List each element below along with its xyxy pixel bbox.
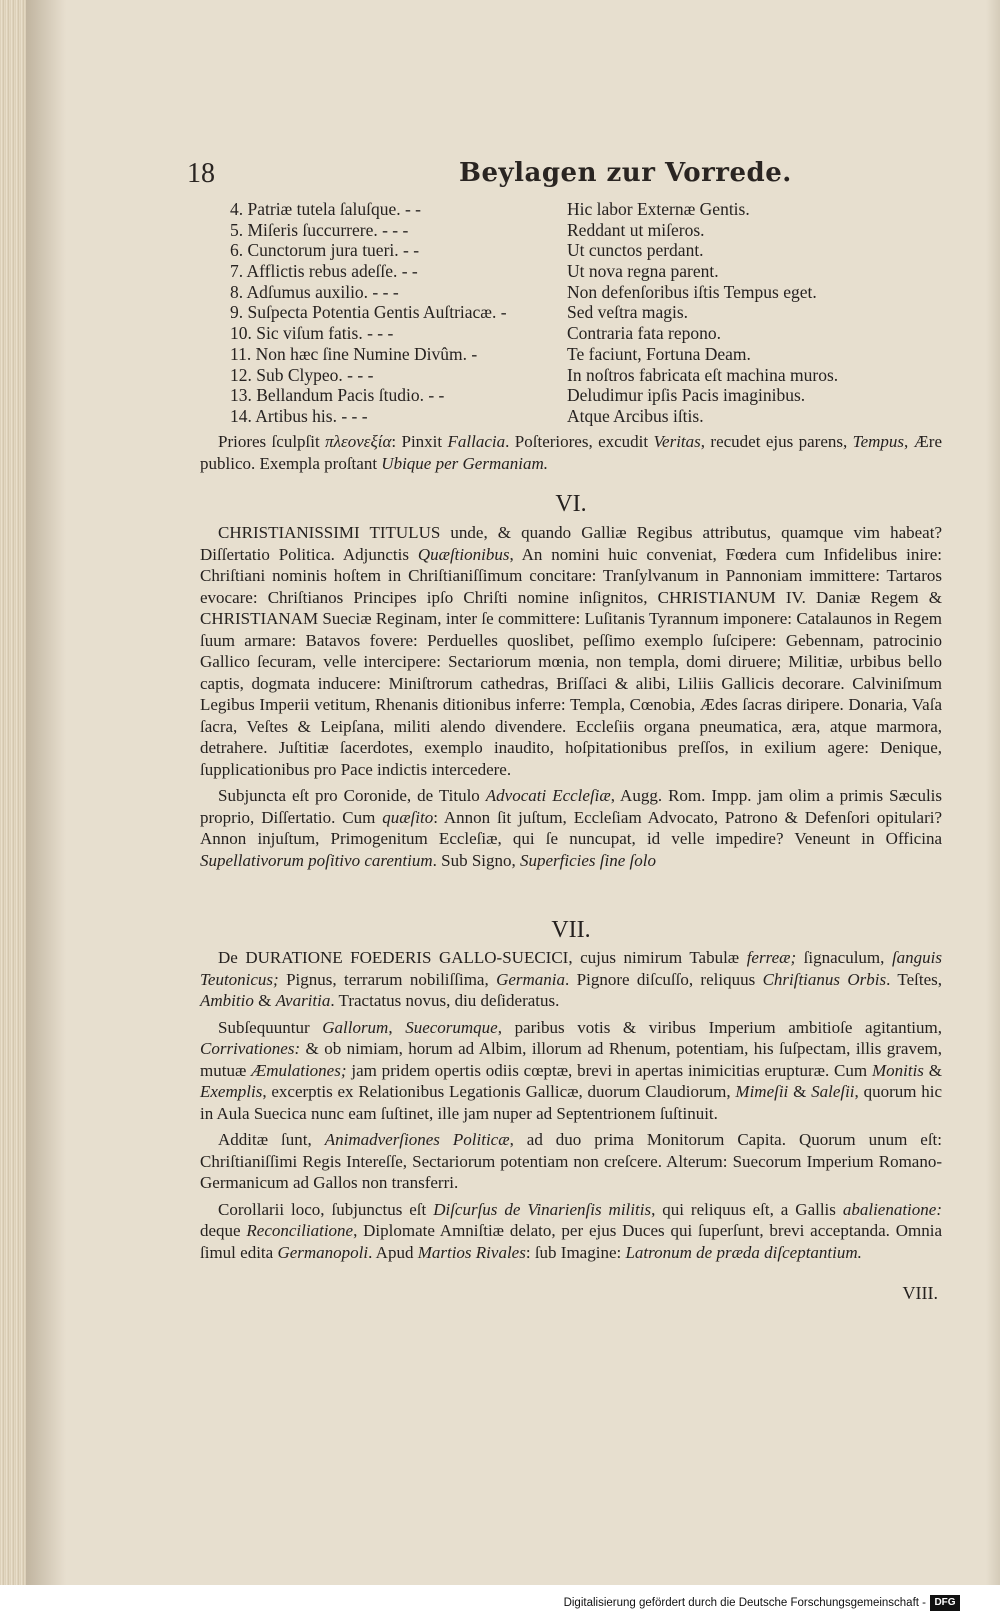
text-run: , Augg. Rom. Impp. jam olim a primis Sæculis proprio, Diſſertatio. Cum [200, 786, 943, 827]
motto-left: 7. Afflictis rebus adeſſe. - - [230, 261, 418, 282]
text-run-italic: Ambitio [200, 991, 254, 1010]
binding-shadow [26, 0, 66, 1585]
text-run: , qui reliquus eſt, a Gallis [651, 1199, 843, 1219]
running-title: Beylagen zur Vorrede. [459, 158, 792, 188]
motto-row [230, 344, 930, 365]
text-run-italic: ſanguis Teutonicus; [200, 948, 943, 989]
motto-right: Deludimur ipſis Pacis imaginibus. [567, 385, 806, 406]
text-run-italic: Avaritia [275, 991, 331, 1010]
text-run: : ſub Imagine: [525, 1242, 626, 1262]
catchword: VIII. [902, 1283, 938, 1303]
text-run-italic: Tempus [852, 432, 905, 451]
text-run: , An nomini huic conveniat, Fœdera cum Infidelibus inire: Chriſtiani nominis hoſtem in Chriſtianiſſimum concitare: Tranſylvanum in Pannoniam immittere: Tartaros evocare: Chriſtianos Principes ipſo Chriſti nomine inſignitos, CHRISTIANUM IV. Daniæ Regem & CHRISTIANAM Sueciæ Reginam, inter ſe committere: Luſitanis Tyrannum imponere: Catalaunos in Regem ſuum armare: Batavos fovere: Perduelles quoslibet, peſſimo exemplo ſuſcipere: Gebennam, patrocinio Gallico ſecuram, velle intercipere: Sectariorum mœnia, non templa, domi diruere; Militiæ, urbibus bello captis, dogmata inducere: Miniſtrorum cathedras, Briſſaci & alibi, Liliis Gallicis decorare. Calviniſmum Legibus Imperii vetitum, Rhenanis ditionibus inferre: Templa, Cœnobia, Ædes ſacras diripere. Donaria, Vaſa ſacra, Veſtes & Leipſana, militi alendo divendere. Eccleſiis organa pneumatica, æra, atque marmora, detrahere. Juſtitiæ ſacerdotes, exemplo inaudito, hoſpitationibus preſſos, in exilium agere: Denique, ſupplicationibus pro Pace indictis intercedere. [200, 544, 943, 779]
text-run: Subjuncta eſt pro Coronide, de Titulo [218, 786, 486, 805]
motto-row [230, 365, 930, 386]
section-6-paragraph-2 [200, 785, 942, 871]
motto-row [230, 282, 930, 303]
text-run-italic: Fallacia [447, 432, 506, 451]
text-run-italic: Martios Rivales [417, 1242, 526, 1262]
text-run-italic: Ubique per Germaniam. [381, 453, 548, 473]
text-run: . Sub Signo, [432, 850, 521, 870]
motto-left: 13. Bellandum Pacis ſtudio. - - [230, 385, 445, 406]
text-run: Pignus, terrarum nobiliſſima, [278, 969, 497, 989]
section-6-paragraph-1 [200, 522, 942, 780]
priores-paragraph-block [200, 431, 942, 474]
text-run: . Apud [368, 1242, 418, 1262]
motto-right: Ut nova regna parent. [567, 261, 719, 282]
text-run: Subſequuntur [218, 1017, 323, 1037]
text-run-italic: Reconciliatione [246, 1221, 354, 1240]
text-run: , recudet ejus parens, [700, 432, 853, 451]
text-run: Priores ſculpſit [218, 432, 326, 451]
text-run: De DURATIONE FOEDERIS GALLO-SUECICI, cujus nimirum Tabulæ [218, 948, 747, 967]
text-run-italic: Germanopoli [277, 1242, 369, 1262]
text-run: , Diplomate Amniſtiæ delato, per ejus Duces qui ſuperſunt, brevi acceptanda. Omnia ſimul edita [200, 1221, 942, 1262]
text-run: : Annon ſit juſtum, Eccleſiam Advocato, Patrono & Defenſori opitulari? Annon injuſtum, Primogenitum Eccleſiæ, qui ſe nuncupat, id velle impedire? Veneunt in Officina [200, 807, 942, 848]
text-run-italic: Corrivationes: [200, 1039, 301, 1058]
text-run-italic: Chriſtianus Orbis [762, 969, 887, 989]
text-run: deque [200, 1221, 247, 1240]
text-run: , paribus votis & viribus Imperium ambitioſe agitantium, [497, 1017, 942, 1037]
motto-list [230, 199, 930, 427]
text-run-italic: Suecorumque [405, 1017, 498, 1037]
section-7-paragraph-3 [200, 1129, 942, 1194]
motto-left: 8. Adſumus auxilio. - - - [230, 281, 399, 302]
text-run: , excerptis ex Relationibus Legationis Gallicæ, duorum Claudiorum, [262, 1082, 736, 1101]
text-run-italic: Quæſtionibus [417, 544, 510, 564]
motto-right: Reddant ut miſeros. [567, 219, 705, 240]
section-7-paragraph-4 [200, 1199, 942, 1264]
motto-right: Non defenſoribus iſtis Tempus eget. [567, 281, 817, 302]
text-run-italic: Saleſii [811, 1082, 855, 1101]
motto-right: Hic labor Externæ Gentis. [567, 199, 750, 219]
motto-row [230, 385, 930, 406]
text-run-italic: πλεονεξία [325, 432, 392, 451]
text-run: , ad duo prima Monitorum Capita. Quorum unum eſt: Chriſtianiſſimi Regis Intereſſe, Sectariorum potentiam non creſcere. Alterum: Suecorum Imperium Romano-Germanicum ad Gallos non transferri. [200, 1130, 943, 1192]
motto-left: 14. Artibus his. - - - [230, 405, 368, 426]
section-numeral-6: VI. [555, 491, 587, 517]
text-run: jam pridem opertis odiis cœptæ, brevi in apertas inimicitias erupturæ. Cum [346, 1060, 872, 1080]
text-run-italic: Supellativorum poſitivo carentium [200, 850, 433, 870]
text-run-italic: Advocati Eccleſiæ [485, 786, 611, 805]
motto-row [230, 302, 930, 323]
motto-left: 9. Suſpecta Potentia Gentis Auſtriacæ. - [230, 302, 507, 323]
text-run: , Ære publico. Exempla proſtant [200, 432, 942, 473]
text-run-italic: Monitis [871, 1060, 924, 1080]
dfg-logo-icon: DFG [930, 1595, 960, 1611]
motto-right: Te faciunt, Fortuna Deam. [567, 343, 751, 364]
motto-left: 10. Sic viſum fatis. - - - [230, 323, 394, 344]
text-run-italic: Exemplis [200, 1082, 263, 1101]
motto-row [230, 261, 930, 282]
motto-left: 5. Miſeris ſuccurrere. - - - [230, 219, 409, 240]
motto-right: Ut cunctos perdant. [567, 240, 704, 261]
text-run: , [388, 1017, 406, 1037]
text-run: ſignaculum, [796, 948, 892, 967]
text-run-italic: Diſcurſus de Vinarienſis militis [433, 1199, 652, 1219]
text-run: CHRISTIANISSIMI TITULUS unde, & quando Galliæ Regibus attributus, quamque vim habeat? Diſſertatio Politica. Adjunctis [200, 523, 942, 564]
text-run: : Pinxit [391, 432, 448, 451]
digitization-footer [0, 1585, 1000, 1623]
text-run-italic: Mimeſii [735, 1082, 789, 1101]
section-6-text [200, 522, 942, 871]
section-7-text [200, 947, 942, 1263]
motto-right: Contraria fata repono. [567, 323, 722, 344]
text-run-italic: Æmulationes; [251, 1060, 347, 1080]
motto-row [230, 199, 930, 220]
section-7-paragraph-1 [200, 947, 942, 1012]
motto-row [230, 220, 930, 241]
motto-left: 4. Patriæ tutela ſaluſque. - - [230, 199, 421, 219]
text-run-italic: Germania [496, 969, 566, 989]
text-run-italic: abalienatione: [842, 1199, 942, 1219]
text-run-italic: Superficies ſine ſolo [520, 850, 656, 870]
text-run: Additæ ſunt, [218, 1130, 325, 1149]
page-number: 18 [187, 158, 215, 189]
text-run-italic: Gallorum [322, 1017, 389, 1037]
footer-credit: Digitalisierung gefördert durch die Deutsche Forschungsgemeinschaft - [563, 1597, 926, 1609]
text-run: & [923, 1060, 942, 1080]
text-run: . Pignore diſcuſſo, reliquus [565, 969, 763, 989]
text-run-italic: Latronum de præda diſceptantium. [625, 1242, 862, 1262]
text-run: . Teſtes, [886, 969, 943, 989]
text-run-italic: quæſito [382, 807, 434, 827]
text-run-italic: ferreæ; [746, 948, 797, 967]
motto-left: 6. Cunctorum jura tueri. - - [230, 240, 420, 261]
motto-row [230, 240, 930, 261]
motto-right: Sed veſtra magis. [567, 302, 689, 323]
text-run-italic: Animadverſiones Politicæ [324, 1130, 510, 1149]
section-numeral-7: VII. [551, 917, 591, 943]
motto-row [230, 323, 930, 344]
motto-left: 11. Non hæc ſine Numine Divûm. - [230, 343, 478, 364]
page-header [187, 158, 957, 192]
page-right-edge [986, 0, 1000, 1585]
text-run: . Tractatus novus, diu deſideratus. [330, 991, 560, 1010]
motto-row [230, 406, 930, 427]
motto-right: Atque Arcibus iſtis. [567, 405, 704, 426]
section-7-paragraph-2 [200, 1017, 942, 1125]
motto-right: In noſtros fabricata eſt machina muros. [567, 364, 839, 385]
priores-paragraph [200, 431, 942, 474]
motto-left: 12. Sub Clypeo. - - - [230, 364, 374, 385]
text-run: Corollarii loco, ſubjunctus eſt [218, 1199, 434, 1219]
text-run: & [253, 991, 276, 1010]
text-run: & [788, 1082, 812, 1101]
text-run: , quorum hic in Aula Suecica nunc eam ſuſtinet, ille jam nuper ad Septentrionem ſuſtinuit. [200, 1082, 943, 1123]
text-run: . Poſteriores, excudit [505, 432, 654, 451]
page-edges [0, 0, 26, 1585]
text-run-italic: Veritas [653, 432, 701, 451]
text-run: & ob nimiam, horum ad Albim, illorum ad Rhenum, potentiam, his ſuſpectam, illis gravem, mutuæ [200, 1039, 942, 1080]
